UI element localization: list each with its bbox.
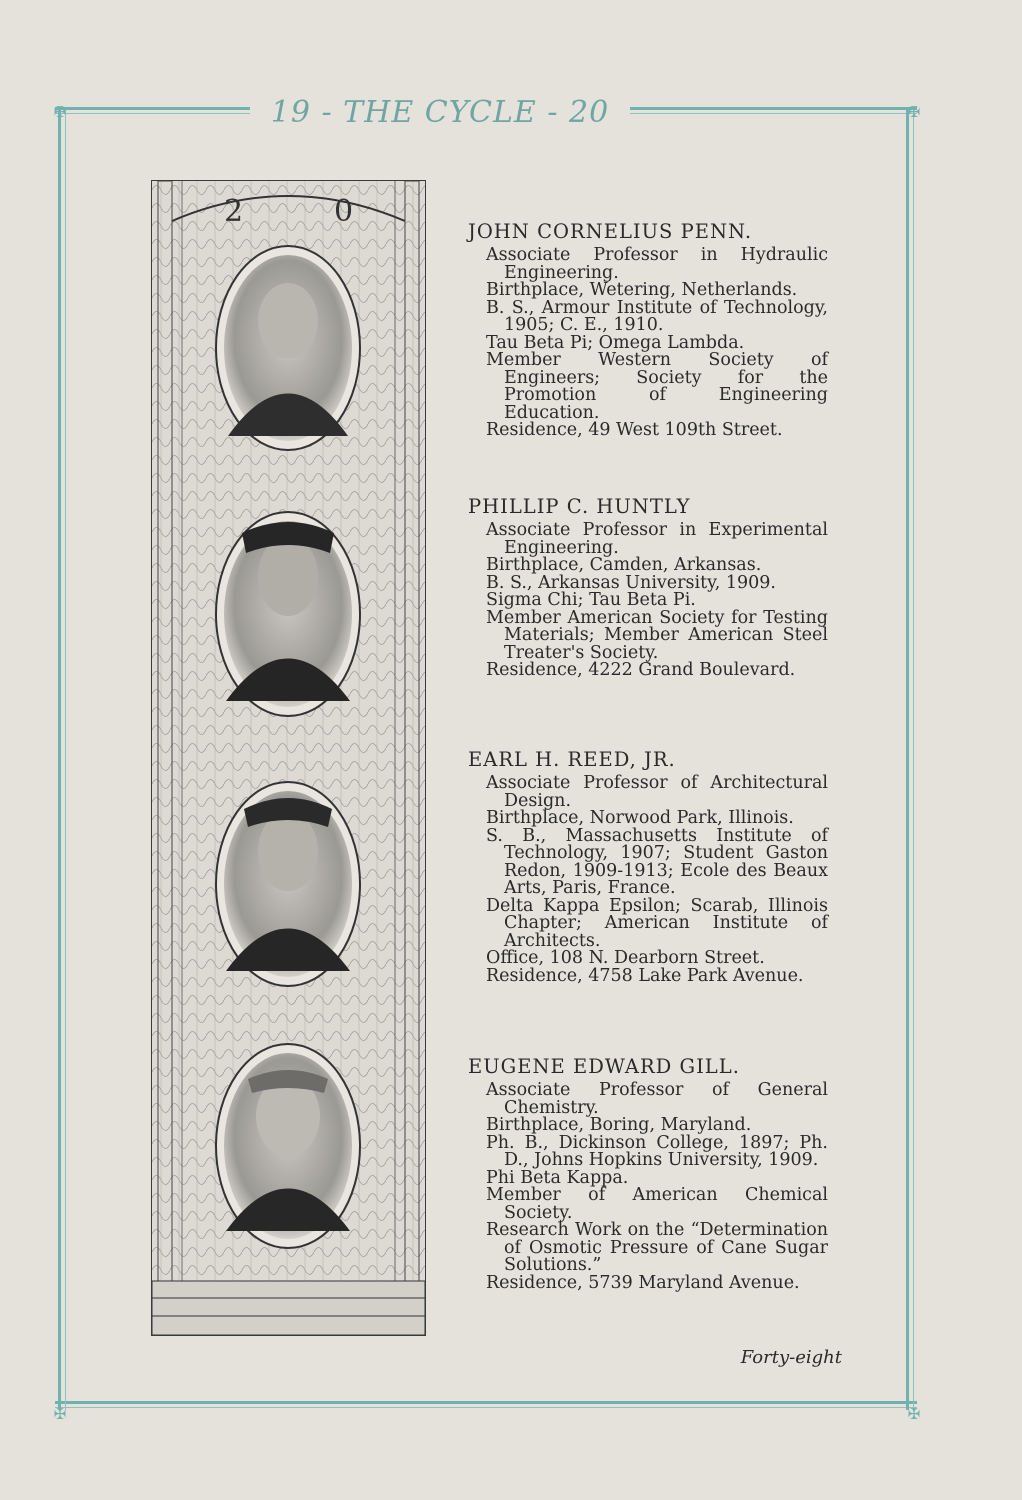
faculty-name: EARL H. REED, JR. xyxy=(468,748,676,771)
faculty-detail: Associate Professor of Architectural Design. xyxy=(486,773,828,811)
faculty-name: PHILLIP C. HUNTLY xyxy=(468,495,691,518)
portrait-frame xyxy=(216,782,360,986)
portrait-frame xyxy=(216,512,360,716)
faculty-detail: B. S., Armour Institute of Technology, 1905; C. E., 1910. xyxy=(486,297,828,335)
faculty-detail: Birthplace, Boring, Maryland. xyxy=(486,1115,752,1135)
faculty-detail: Tau Beta Pi; Omega Lambda. xyxy=(486,332,745,353)
faculty-detail: B. S., Arkansas University, 1909. xyxy=(486,572,776,593)
faculty-detail: Associate Professor of General Chemistry. xyxy=(486,1080,828,1118)
faculty-name: JOHN CORNELIUS PENN. xyxy=(468,220,753,243)
faculty-detail: Birthplace, Wetering, Netherlands. xyxy=(486,280,798,300)
page-header-title: 19 - THE CYCLE - 20 xyxy=(250,95,630,130)
faculty-detail: Member American Society for Testing Materials; Member American Steel Treater's Society. xyxy=(486,607,828,663)
faculty-detail: Residence, 5739 Maryland Avenue. xyxy=(486,1272,800,1293)
portrait-frame xyxy=(216,1044,360,1248)
corner-ornament-icon: ✠ xyxy=(907,103,921,121)
corner-ornament-icon: ✠ xyxy=(53,103,67,121)
faculty-detail: Residence, 49 West 109th Street. xyxy=(486,420,783,440)
faculty-detail: Associate Professor in Hydraulic Engineering. xyxy=(486,245,828,283)
portrait-panel xyxy=(151,180,426,1336)
faculty-detail: Birthplace, Camden, Arkansas. xyxy=(486,555,762,575)
ornament-illustration xyxy=(152,181,425,1335)
left-border-rule xyxy=(55,110,69,1410)
bottom-border-rule xyxy=(55,1398,917,1412)
faculty-detail: Associate Professor in Experimental Engineering. xyxy=(486,520,828,558)
faculty-detail: S. B., Massachusetts Institute of Technology, 1907; Student Gaston Redon, 1909-1913; Ecole des Beaux Arts, Paris, France. xyxy=(486,825,828,898)
faculty-detail: Member Western Society of Engineers; Society for the Promotion of Engineering Education. xyxy=(486,350,828,423)
faculty-entry xyxy=(468,495,828,680)
svg-text:0: 0 xyxy=(334,194,354,229)
corner-ornament-icon: ✠ xyxy=(53,1405,67,1423)
portrait-frame xyxy=(216,246,360,450)
faculty-detail: Birthplace, Norwood Park, Illinois. xyxy=(486,808,794,828)
faculty-detail: Residence, 4222 Grand Boulevard. xyxy=(486,660,796,680)
faculty-entry xyxy=(468,748,828,985)
faculty-detail: Office, 108 N. Dearborn Street. xyxy=(486,948,765,968)
faculty-detail: Residence, 4758 Lake Park Avenue. xyxy=(486,965,804,986)
faculty-detail: Phi Beta Kappa. xyxy=(486,1167,629,1188)
faculty-detail: Member of American Chemical Society. xyxy=(486,1185,828,1223)
faculty-detail: Delta Kappa Epsilon; Scarab, Illinois Chapter; American Institute of Architects. xyxy=(486,895,828,951)
faculty-name: EUGENE EDWARD GILL. xyxy=(468,1055,740,1078)
faculty-detail: Ph. B., Dickinson College, 1897; Ph. D., Johns Hopkins University, 1909. xyxy=(486,1132,828,1170)
page-number: Forty-eight xyxy=(740,1347,842,1368)
corner-ornament-icon: ✠ xyxy=(907,1405,921,1423)
svg-text:2: 2 xyxy=(224,194,244,229)
faculty-entry xyxy=(468,220,828,440)
faculty-entry xyxy=(468,1055,828,1292)
right-border-rule xyxy=(903,110,917,1410)
faculty-detail: Sigma Chi; Tau Beta Pi. xyxy=(486,590,696,610)
faculty-detail: Research Work on the “Determination of Osmotic Pressure of Cane Sugar Solutions.” xyxy=(486,1220,828,1275)
